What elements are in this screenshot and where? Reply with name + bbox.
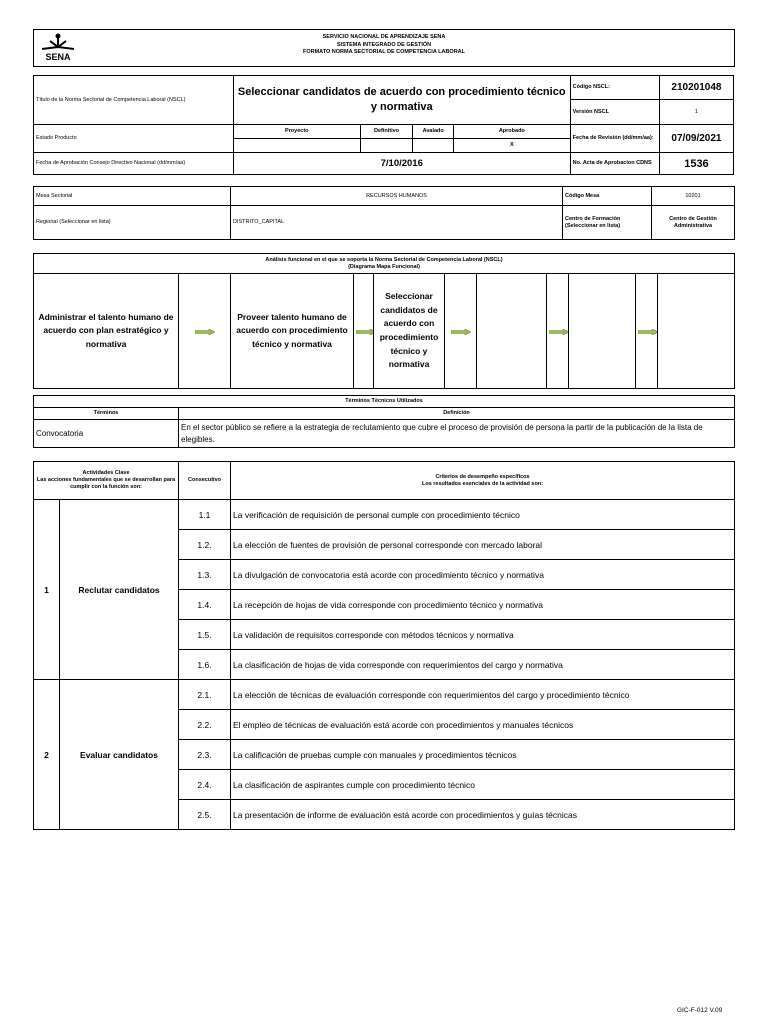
criterio-code: 1.2. [179,530,231,560]
criterio-text: La clasificación de aspirantes cumple con procedimiento técnico [231,770,735,800]
mesa-label: Mesa Sectorial [34,187,231,206]
version-label: Versión NSCL [570,100,659,125]
estado-col-avalado: Avalado [413,125,454,139]
form-code-footer: GIC-F-012 V.09 [677,1007,723,1014]
estado-col-definitivo: Definitivo [360,125,413,139]
criterio-code: 1.6. [179,650,231,680]
header-line-3: FORMATO NORMA SECTORIAL DE COMPETENCIA LABORAL [302,49,466,56]
mesa-table [33,186,735,240]
mapa-title-2: (Diagrama Mapa Funcional) [348,263,420,270]
criterio-text: La calificación de pruebas cumple con manuales y procedimientos técnicos [231,740,735,770]
criterio-code: 1.1 [179,500,231,530]
mapa-arrow-1 [179,274,231,389]
mapa-funcional-table [33,253,735,389]
header-line-1: SERVICIO NACIONAL DE APRENDIZAJE SENA [322,34,446,40]
codigo-mesa-value: 10201 [652,187,735,206]
term-definition: En el sector público se refiere a la estrategia de reclutamiento que cubre el proceso de provisión de persona la partir de la publicación de la lista de elegibles. [179,420,735,448]
fecha-aprobacion-value: 7/10/2016 [233,153,570,175]
titulo-label: Título de la Norma Sectorial de Competencia Laboral (NSCL) [34,76,234,125]
estado-label: Estado Producto [34,125,234,153]
activity-name: Reclutar candidatos [60,500,179,680]
centro-value: Centro de Gestión Administrativa [652,206,735,240]
mapa-arrow-2 [354,274,374,389]
consecutivo-header: Consecutivo [179,462,231,500]
estado-mark-avalado [413,139,454,153]
criterio-text: La recepción de hojas de vida corresponde con procedimiento técnico y normativa [231,590,735,620]
criterio-text: La divulgación de convocatoria está acorde con procedimiento técnico y normativa [231,560,735,590]
arrow-right-icon [638,329,658,335]
mesa-value: RECURSOS HUMANOS [231,187,563,206]
actividades-header-title: Actividades Clave [82,470,130,477]
fecha-aprobacion-label: Fecha de Aprobación Consejo Directivo Nacional (dd/mm/aa) [34,153,234,175]
version-value: 1 [659,100,733,125]
estado-mark-proyecto [233,139,360,153]
criterio-code: 2.3. [179,740,231,770]
mapa-box-4 [477,274,547,389]
criterio-text: El empleo de técnicas de evaluación está acorde con procedimientos y manuales técnicos [231,710,735,740]
fecha-revision-label: Fecha de Revisión (dd/mm/aa): [570,125,659,153]
header-line-2: SISTEMA INTEGRADO DE GESTIÓN [336,41,432,48]
document-header [33,29,735,67]
criterio-text: La elección de fuentes de provisión de personal corresponde con mercado laboral [231,530,735,560]
mapa-arrow-4 [547,274,569,389]
activity-number: 2 [34,680,60,830]
mapa-title-1: Análisis funcional en el que se soporta la Norma Sectorial de Competencia Laboral (NSCL) [265,256,503,263]
actividades-header-sub: Las acciones fundamentales que se desarrollan para cumplir con la función son: [36,477,176,490]
estado-mark-definitivo [360,139,413,153]
criterio-code: 2.4. [179,770,231,800]
acta-label: No. Acta de Aprobacion CDNS [570,153,659,175]
arrow-right-icon [195,329,215,335]
estado-col-aprobado: Aprobado [453,125,570,139]
terminos-title: Términos Técnicos Utilizados [34,396,735,408]
acta-value: 1536 [659,153,733,175]
criterio-code: 2.1. [179,680,231,710]
criterio-text: La verificación de requisición de personal cumple con procedimiento técnico [231,500,735,530]
codigo-value: 210201048 [659,76,733,100]
arrow-right-icon [356,329,374,335]
mapa-arrow-5 [636,274,658,389]
criterio-text: La validación de requisitos corresponde con métodos técnicos y normativa [231,620,735,650]
codigo-label: Código NSCL: [570,76,659,100]
centro-label: Centro de Formación (Seleccionar en lista) [563,206,652,240]
criterio-code: 1.4. [179,590,231,620]
info-table [33,75,734,175]
mapa-box-2: Proveer talento humano de acuerdo con procedimiento técnico y normativa [231,274,354,389]
arrow-right-icon [549,329,569,335]
estado-mark-aprobado: X [453,139,570,153]
criterio-code: 2.2. [179,710,231,740]
terminos-col-terminos: Términos [34,408,179,420]
mapa-arrow-3 [445,274,477,389]
regional-value: DISTRITO_CAPITAL [231,206,563,240]
criterios-header-title: Criterios de desempeño específicos [435,473,530,480]
criterio-text: La presentación de informe de evaluación está acorde con procedimientos y guías técnicas [231,800,735,830]
terminos-col-definicion: Definición [179,408,735,420]
logo-text: SENA [45,52,71,62]
estado-col-proyecto: Proyecto [233,125,360,139]
criterio-code: 1.3. [179,560,231,590]
criterio-code: 1.5. [179,620,231,650]
fecha-revision-value: 07/09/2021 [659,125,733,153]
mapa-box-5 [569,274,636,389]
terminos-table [33,395,735,448]
criterio-code: 2.5. [179,800,231,830]
criterios-header-sub: Los resultados esenciales de la actividad son: [421,480,544,487]
mapa-box-6 [658,274,735,389]
codigo-mesa-label: Código Mesa [563,187,652,206]
activity-number: 1 [34,500,60,680]
mapa-box-1: Administrar el talento humano de acuerdo con plan estratégico y normativa [34,274,179,389]
titulo-value: Seleccionar candidatos de acuerdo con procedimiento técnico y normativa [233,76,570,125]
term-convocatoria: Convocatoria [34,420,179,448]
regional-label: Regional (Seleccionar en lista) [34,206,231,240]
actividades-table [33,461,735,830]
mapa-box-3: Seleccionar candidatos de acuerdo con procedimiento técnico y normativa [374,274,445,389]
criterio-text: La elección de técnicas de evaluación corresponde con requerimientos del cargo y procedimiento técnico [231,680,735,710]
activity-name: Evaluar candidatos [60,680,179,830]
criterio-text: La clasificación de hojas de vida corresponde con requerimientos del cargo y normativa [231,650,735,680]
arrow-right-icon [451,329,471,335]
